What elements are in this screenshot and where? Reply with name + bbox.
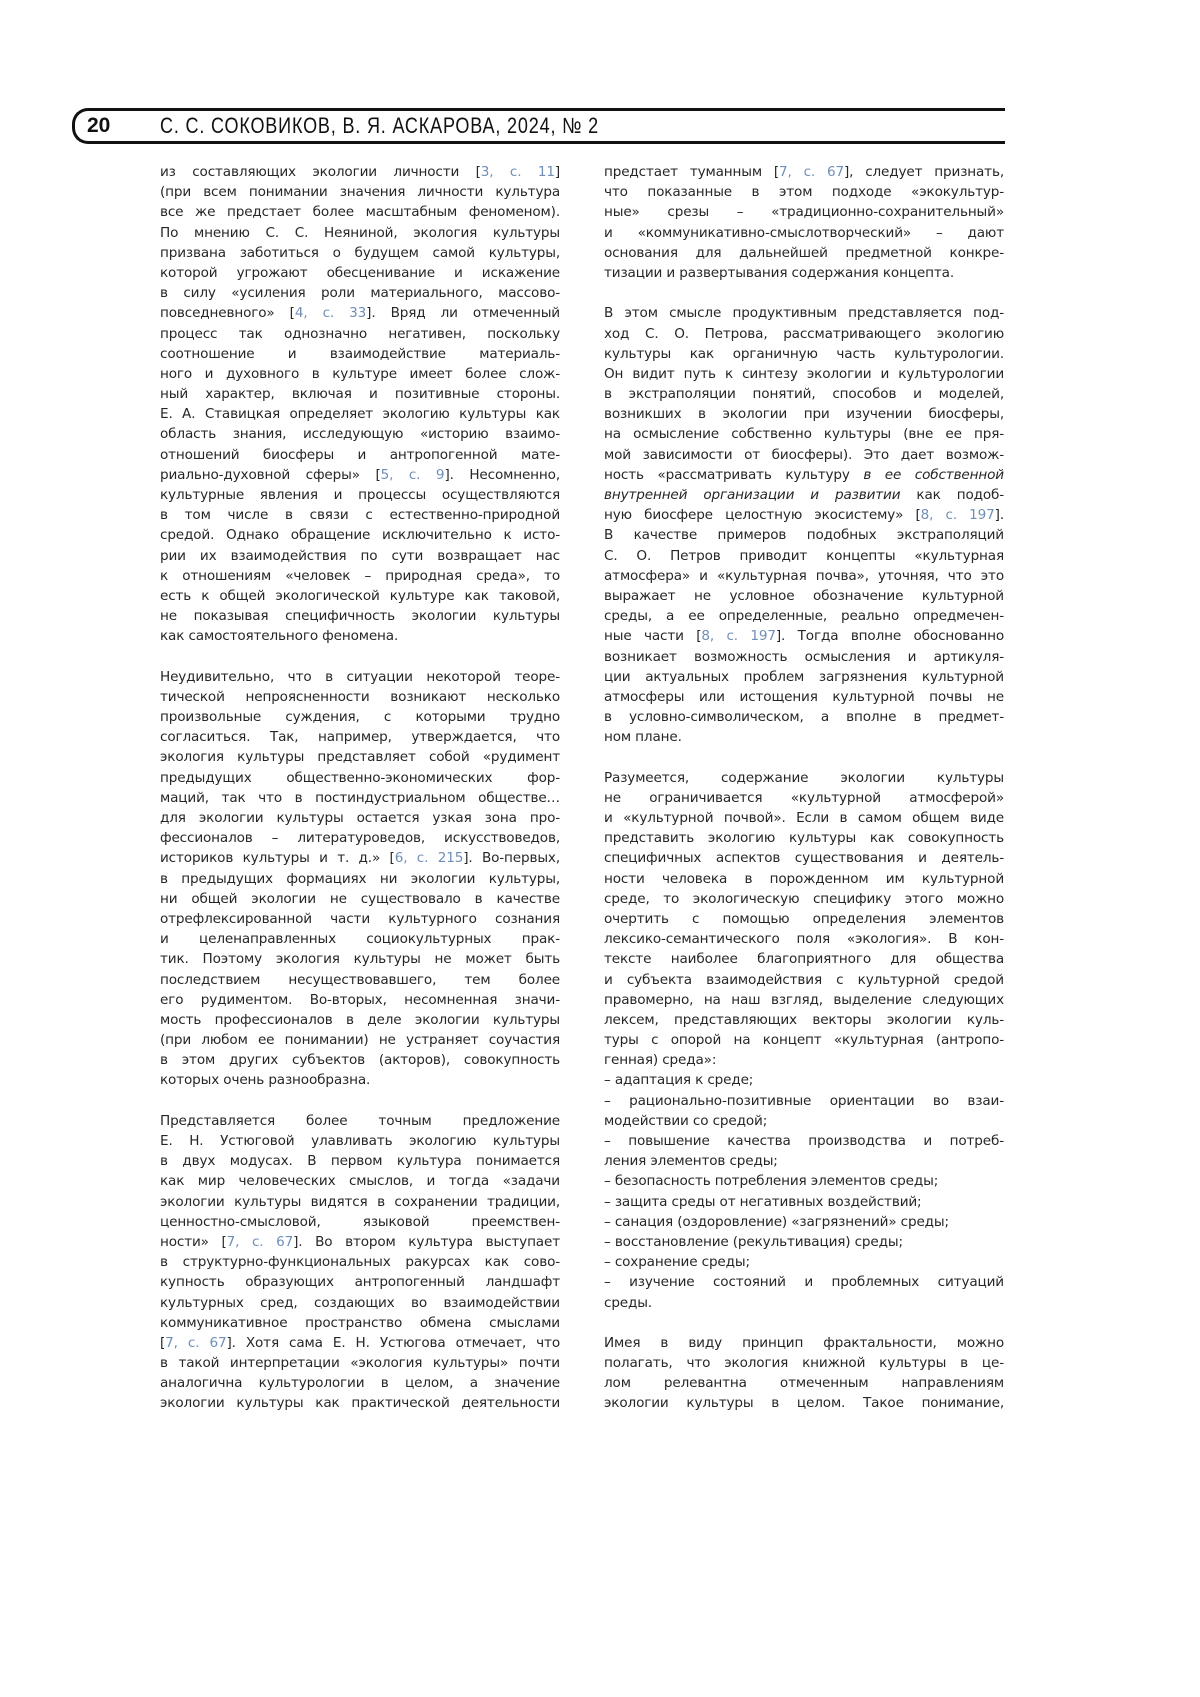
text-line xyxy=(160,828,560,848)
text-run: ]. Вряд ли отмеченный xyxy=(366,305,560,321)
text-line xyxy=(160,1252,560,1272)
text-run: ности» [ xyxy=(160,1234,227,1250)
text-run: среды, а ее определенные, реально опредмечен- xyxy=(604,608,1004,624)
text-run: маций, так что в постиндустриальном обществе… xyxy=(160,790,560,806)
text-run: туры с опорой на концепт «культурная (антропо- xyxy=(604,1032,1004,1048)
text-run: экология культуры представляет собой «рудимент xyxy=(160,749,560,765)
text-line xyxy=(160,586,560,606)
text-line xyxy=(160,909,560,929)
text-run: ]. Хотя сама Е. Н. Устюгова отмечает, что xyxy=(226,1335,560,1351)
text-run: экологии культуры видятся в сохранении традиции, xyxy=(160,1194,560,1210)
text-line xyxy=(160,465,560,485)
text-run: – санация (оздоровление) «загрязнений» среды; xyxy=(604,1214,949,1230)
text-line xyxy=(160,424,560,444)
text-run: предстает туманным [ xyxy=(604,164,779,180)
text-run: предыдущих общественно-экономических фор- xyxy=(160,770,560,786)
text-run: ления элементов среды; xyxy=(604,1153,778,1169)
paragraph xyxy=(604,303,1004,747)
text-line xyxy=(604,243,1004,263)
text-run: – изучение состояний и проблемных ситуаций xyxy=(604,1274,1004,1290)
text-line xyxy=(160,1131,560,1151)
text-run: как подоб- xyxy=(900,487,1004,503)
list-item xyxy=(604,1252,1004,1272)
text-line xyxy=(604,828,1004,848)
text-line xyxy=(604,202,1004,222)
text-run: модействии со средой; xyxy=(604,1113,767,1129)
text-run: культуры как органичную часть культурологии. xyxy=(604,346,1004,362)
text-line xyxy=(160,404,560,424)
text-line xyxy=(160,929,560,949)
text-run: ные части [ xyxy=(604,628,701,644)
text-run: – сохранение среды; xyxy=(604,1254,750,1270)
text-line xyxy=(604,1050,1004,1070)
text-line xyxy=(604,626,1004,646)
text-line xyxy=(604,303,1004,323)
text-run: риально-духовной сферы» [ xyxy=(160,467,381,483)
text-line xyxy=(160,707,560,727)
text-run: специфичных аспектов существования и деятель- xyxy=(604,850,1004,866)
text-line xyxy=(160,1171,560,1191)
text-line xyxy=(604,1192,1004,1212)
text-run: которой угрожают обесценивание и искажение xyxy=(160,265,560,281)
text-line xyxy=(160,1070,560,1090)
paragraph xyxy=(160,162,560,647)
text-run: тик. Поэтому экология культуры не может быть xyxy=(160,951,560,967)
text-run: средой. Однако обращение исключительно к исто- xyxy=(160,527,560,543)
text-line xyxy=(160,667,560,687)
text-line xyxy=(160,263,560,283)
text-run: В этом смысле продуктивным представляется под- xyxy=(604,305,1004,321)
text-run: Е. А. Ставицкая определяет экологию культуры как xyxy=(160,406,560,422)
text-line xyxy=(160,1232,560,1252)
text-line xyxy=(604,929,1004,949)
text-run: Имея в виду принцип фрактальности, можно xyxy=(604,1335,1004,1351)
list-item xyxy=(604,1070,1004,1090)
text-run: мой зависимости от биосферы). Это дает возмож- xyxy=(604,447,1004,463)
text-run: тексте наиболее благоприятного для общества xyxy=(604,951,1004,967)
text-line xyxy=(604,869,1004,889)
bullet-list xyxy=(604,1070,1004,1312)
text-line xyxy=(160,606,560,626)
text-line xyxy=(604,727,1004,747)
paragraph xyxy=(160,1111,560,1414)
text-line xyxy=(604,909,1004,929)
text-line xyxy=(604,1252,1004,1272)
text-line xyxy=(160,970,560,990)
text-run: все же предстает более масштабным феноменом). xyxy=(160,204,560,220)
text-line xyxy=(604,445,1004,465)
text-line xyxy=(604,949,1004,969)
text-run: ность «рассматривать культуру xyxy=(604,467,863,483)
citation-link[interactable]: 4, с. 33 xyxy=(295,305,366,321)
text-run: ]. Во втором культура выступает xyxy=(293,1234,560,1250)
list-item xyxy=(604,1171,1004,1191)
text-run: Разумеется, содержание экологии культуры xyxy=(604,770,1004,786)
text-run: генная) среда»: xyxy=(604,1052,716,1068)
text-line xyxy=(604,505,1004,525)
text-line xyxy=(160,243,560,263)
text-line xyxy=(604,970,1004,990)
text-run: в структурно-функциональных ракурсах как сово- xyxy=(160,1254,560,1270)
text-line xyxy=(604,485,1004,505)
text-column-left xyxy=(160,162,560,1434)
text-run: – рационально-позитивные ориентации во взаи- xyxy=(604,1093,1004,1109)
page-number: 20 xyxy=(87,114,110,138)
text-line xyxy=(604,1333,1004,1353)
text-line xyxy=(604,1373,1004,1393)
text-run: С. О. Петров приводит концепты «культурная xyxy=(604,548,1004,564)
text-line xyxy=(160,869,560,889)
text-line xyxy=(604,1151,1004,1171)
text-line xyxy=(160,283,560,303)
text-run: культурные явления и процессы осуществляются xyxy=(160,487,560,503)
text-line xyxy=(604,667,1004,687)
text-run: лексем, представляющих векторы экологии куль- xyxy=(604,1012,1004,1028)
text-line xyxy=(604,324,1004,344)
text-line xyxy=(160,687,560,707)
list-item xyxy=(604,1131,1004,1171)
text-line xyxy=(160,1393,560,1413)
text-run: отношений биосферы и антропогенной мате- xyxy=(160,447,560,463)
text-run: в условно-символическом, а вполне в предмет- xyxy=(604,709,1004,725)
text-line xyxy=(160,889,560,909)
text-run: призвана заботиться о будущем самой культуры, xyxy=(160,245,560,261)
text-run: купность образующих антропогенный ландшафт xyxy=(160,1274,560,1290)
text-run: полагать, что экология книжной культуры в це- xyxy=(604,1355,1004,1371)
text-line xyxy=(160,566,560,586)
text-line xyxy=(604,1091,1004,1111)
text-line xyxy=(160,1050,560,1070)
text-line xyxy=(160,344,560,364)
text-run: – повышение качества производства и потреб- xyxy=(604,1133,1004,1149)
text-run: По мнению С. С. Неяниной, экология культуры xyxy=(160,225,560,241)
text-run: среде, то экологическую специфику этого можно xyxy=(604,891,1004,907)
text-run: ности человека в порожденном им культурной xyxy=(604,871,1004,887)
citation-link[interactable]: 8, с. 197 xyxy=(921,507,995,523)
text-line xyxy=(160,182,560,202)
text-run: правомерно, на наш взгляд, выделение следующих xyxy=(604,992,1004,1008)
text-run: в том числе в связи с естественно-природной xyxy=(160,507,560,523)
text-run: ного и духовного в культуре имеет более слож- xyxy=(160,366,560,382)
text-run: произвольные суждения, с которыми трудно xyxy=(160,709,560,725)
text-run: соотношение и взаимодействие материаль- xyxy=(160,346,560,362)
text-line xyxy=(160,768,560,788)
text-line xyxy=(160,788,560,808)
text-run: в двух модусах. В первом культура понимается xyxy=(160,1153,560,1169)
text-line xyxy=(604,465,1004,485)
text-line xyxy=(604,606,1004,626)
text-run: для экологии культуры остается узкая зона про- xyxy=(160,810,560,826)
text-line xyxy=(160,364,560,384)
text-line xyxy=(160,1353,560,1373)
text-run: лом релевантна отмеченным направлениям xyxy=(604,1375,1004,1391)
text-run: очертить с помощью определения элементов xyxy=(604,911,1004,927)
text-run: экологии культуры как практической деятельности xyxy=(160,1395,560,1411)
text-line xyxy=(604,546,1004,566)
text-run: (при всем понимании значения личности культура xyxy=(160,184,560,200)
text-line xyxy=(160,223,560,243)
text-line xyxy=(160,1333,560,1353)
text-run: в предыдущих формациях ни экологии культуры, xyxy=(160,871,560,887)
text-line xyxy=(160,1010,560,1030)
text-line xyxy=(604,687,1004,707)
text-line xyxy=(604,1272,1004,1292)
text-run: область знания, исследующую «историю взаимо- xyxy=(160,426,560,442)
text-run: атмосферы или истощения культурной почвы не xyxy=(604,689,1004,705)
citation-link[interactable]: 7, с. 67 xyxy=(165,1335,226,1351)
text-line xyxy=(160,525,560,545)
text-run: фессионалов – литературоведов, искусствоведов, xyxy=(160,830,560,846)
text-run: в этом других субъектов (акторов), совокупность xyxy=(160,1052,560,1068)
text-line xyxy=(604,384,1004,404)
citation-link[interactable]: 5, с. 9 xyxy=(381,467,445,483)
text-line xyxy=(160,505,560,525)
text-run: (при любом ее понимании) не устраняет соучастия xyxy=(160,1032,560,1048)
paragraph xyxy=(604,768,1004,1313)
paragraph xyxy=(604,162,1004,283)
text-run: основания для дальнейшей предметной конкре- xyxy=(604,245,1004,261)
text-run: мость профессионалов в деле экологии культуры xyxy=(160,1012,560,1028)
text-run: – безопасность потребления элементов среды; xyxy=(604,1173,938,1189)
text-line xyxy=(160,626,560,646)
text-run: представить экологию культуры как совокупность xyxy=(604,830,1004,846)
text-run: Е. Н. Устюговой улавливать экологию культуры xyxy=(160,1133,560,1149)
text-line xyxy=(160,990,560,1010)
text-line xyxy=(604,1212,1004,1232)
text-line xyxy=(604,1232,1004,1252)
text-line xyxy=(604,1070,1004,1090)
text-line xyxy=(604,848,1004,868)
text-line xyxy=(160,485,560,505)
text-line xyxy=(160,808,560,828)
text-run: ]. xyxy=(995,507,1004,523)
citation-link[interactable]: 3, с. 11 xyxy=(481,164,555,180)
list-item xyxy=(604,1192,1004,1212)
text-run: выражает не условное обозначение культурной xyxy=(604,588,1004,604)
text-line xyxy=(604,889,1004,909)
text-run: – восстановление (рекультивация) среды; xyxy=(604,1234,903,1250)
text-run: в силу «усиления роли материального, массово- xyxy=(160,285,560,301)
text-line xyxy=(160,1212,560,1232)
text-line xyxy=(160,384,560,404)
text-run: тизации и развертывания содержания концепта. xyxy=(604,265,954,281)
text-line xyxy=(160,949,560,969)
text-line xyxy=(160,747,560,767)
text-run: ный характер, включая и позитивные стороны. xyxy=(160,386,560,402)
text-run: есть к общей экологической культуре как таковой, xyxy=(160,588,560,604)
running-title: С. С. СОКОВИКОВ, В. Я. АСКАРОВА, 2024, № 2 xyxy=(160,113,599,139)
text-line xyxy=(160,1313,560,1333)
text-line xyxy=(604,263,1004,283)
text-run: Неудивительно, что в ситуации некоторой теоре- xyxy=(160,669,560,685)
text-run: [ xyxy=(160,1335,165,1351)
list-item xyxy=(604,1091,1004,1131)
paragraph xyxy=(160,667,560,1091)
text-line xyxy=(160,303,560,323)
text-line xyxy=(160,1111,560,1131)
text-run: культурных сред, создающих во взаимодействии xyxy=(160,1295,560,1311)
text-run: повседневного» [ xyxy=(160,305,295,321)
italic-text: внутренней организации и развитии xyxy=(604,487,900,503)
text-line xyxy=(604,525,1004,545)
text-run: атмосфера» и «культурная почва», уточняя, что это xyxy=(604,568,1004,584)
text-line xyxy=(160,1030,560,1050)
text-line xyxy=(160,202,560,222)
text-line xyxy=(160,1192,560,1212)
text-line xyxy=(604,768,1004,788)
text-line xyxy=(160,162,560,182)
text-line xyxy=(604,344,1004,364)
text-run: аналогична культурологии в целом, а значение xyxy=(160,1375,560,1391)
text-run: тической непроясненности возникают несколько xyxy=(160,689,560,705)
text-line xyxy=(604,1030,1004,1050)
list-item xyxy=(604,1212,1004,1232)
text-run: как мир человеческих смыслов, и тогда «задачи xyxy=(160,1173,560,1189)
text-line xyxy=(604,1111,1004,1131)
text-run: не показывая специфичность экологии культуры xyxy=(160,608,560,624)
text-line xyxy=(604,223,1004,243)
text-run: не ограничивается «культурной атмосферой» xyxy=(604,790,1004,806)
text-line xyxy=(604,424,1004,444)
citation-link[interactable]: 7, с. 67 xyxy=(227,1234,293,1250)
paragraph xyxy=(604,1333,1004,1414)
text-run: лексико-семантического поля «экология». В кон- xyxy=(604,931,1004,947)
text-line xyxy=(160,1272,560,1292)
text-run: в такой интерпретации «экология культуры» почти xyxy=(160,1355,560,1371)
text-run: и «коммуникативно-смыслотворческий» – дают xyxy=(604,225,1004,241)
text-run: и целенаправленных социокультурных прак- xyxy=(160,931,560,947)
text-run: ном плане. xyxy=(604,729,682,745)
text-line xyxy=(604,586,1004,606)
text-line xyxy=(604,566,1004,586)
text-line xyxy=(160,546,560,566)
text-run: ]. Тогда вполне обоснованно xyxy=(776,628,1004,644)
text-line xyxy=(604,404,1004,424)
text-run: из составляющих экологии личности [ xyxy=(160,164,481,180)
text-run: ] xyxy=(555,164,560,180)
text-run: – адаптация к среде; xyxy=(604,1072,753,1088)
text-line xyxy=(160,727,560,747)
text-run: возникших в экологии при изучении биосферы, xyxy=(604,406,1004,422)
text-line xyxy=(160,1293,560,1313)
list-item xyxy=(604,1232,1004,1252)
text-run: Представляется более точным предложение xyxy=(160,1113,560,1129)
text-line xyxy=(160,445,560,465)
text-line xyxy=(160,1373,560,1393)
text-run: на осмысление собственно культуры (вне ее пря- xyxy=(604,426,1004,442)
text-run: и субъекта взаимодействия с культурной средой xyxy=(604,972,1004,988)
text-run: ход С. О. Петрова, рассматривающего экологию xyxy=(604,326,1004,342)
text-run: Он видит путь к синтезу экологии и культурологии xyxy=(604,366,1004,382)
text-line xyxy=(604,808,1004,828)
text-run: как самостоятельного феномена. xyxy=(160,628,398,644)
text-run: ни общей экологии не существовало в качестве xyxy=(160,891,560,907)
text-run: что показанные в этом подходе «экокультур- xyxy=(604,184,1004,200)
text-line xyxy=(604,647,1004,667)
text-line xyxy=(160,324,560,344)
text-line xyxy=(604,182,1004,202)
text-run: к отношениям «человек – природная среда», то xyxy=(160,568,560,584)
text-run: отрефлексированной части культурного сознания xyxy=(160,911,560,927)
text-line xyxy=(604,1393,1004,1413)
text-run: рии их взаимодействия по сути возвращает нас xyxy=(160,548,560,564)
text-run: среды. xyxy=(604,1295,652,1311)
citation-link[interactable]: 7, с. 67 xyxy=(779,164,844,180)
text-line xyxy=(604,707,1004,727)
text-line xyxy=(604,364,1004,384)
list-item xyxy=(604,1272,1004,1312)
text-run: экологии культуры в целом. Такое понимание, xyxy=(604,1395,1004,1411)
text-run: ные» срезы – «традиционно-сохранительный» xyxy=(604,204,1004,220)
text-run: ную биосфере целостную экосистему» [ xyxy=(604,507,921,523)
text-run: ]. Во-первых, xyxy=(463,850,560,866)
italic-text: в ее собственной xyxy=(863,467,1004,483)
text-line xyxy=(604,1353,1004,1373)
running-header xyxy=(72,108,1005,144)
text-run: которых очень разнообразна. xyxy=(160,1072,370,1088)
text-run: историков культуры и т. д.» [ xyxy=(160,850,395,866)
text-line xyxy=(604,1171,1004,1191)
text-run: ции актуальных проблем загрязнения культурной xyxy=(604,669,1004,685)
text-line xyxy=(160,848,560,868)
text-run: – защита среды от негативных воздействий; xyxy=(604,1194,922,1210)
citation-link[interactable]: 8, с. 197 xyxy=(701,628,776,644)
text-run: его рудиментом. Во-вторых, несомненная значи- xyxy=(160,992,560,1008)
text-line xyxy=(604,788,1004,808)
text-run: возникает возможность осмысления и артикуля- xyxy=(604,649,1004,665)
text-column-right xyxy=(604,162,1004,1434)
text-line xyxy=(604,990,1004,1010)
text-line xyxy=(604,1131,1004,1151)
text-run: и «культурной почвой». Если в самом общем виде xyxy=(604,810,1004,826)
text-run: ], следует признать, xyxy=(844,164,1004,180)
text-line xyxy=(604,1293,1004,1313)
text-run: в экстраполяции понятий, способов и моделей, xyxy=(604,386,1004,402)
text-line xyxy=(160,1151,560,1171)
text-run: коммуникативное пространство обмена смыслами xyxy=(160,1315,560,1331)
text-run: ]. Несомненно, xyxy=(444,467,560,483)
text-run: ценностно-смысловой, языковой преемствен- xyxy=(160,1214,560,1230)
text-line xyxy=(604,162,1004,182)
text-run: процесс так однозначно негативен, поскольку xyxy=(160,326,560,342)
text-run: согласиться. Так, например, утверждается, что xyxy=(160,729,560,745)
text-run: последствием несуществовавшего, тем более xyxy=(160,972,560,988)
text-line xyxy=(604,1010,1004,1030)
text-run: В качестве примеров подобных экстраполяций xyxy=(604,527,1004,543)
citation-link[interactable]: 6, с. 215 xyxy=(395,850,464,866)
